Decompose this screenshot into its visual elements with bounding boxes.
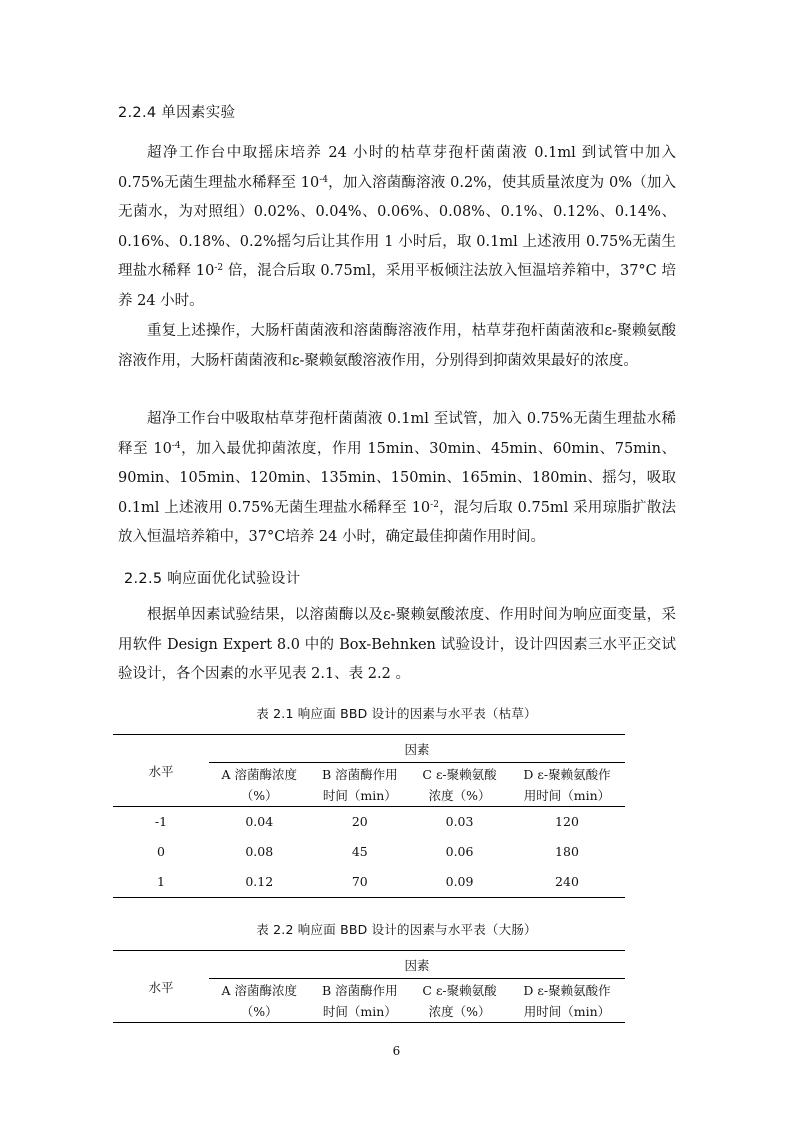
column-header-c — [410, 979, 509, 1023]
exponent: -4 — [319, 174, 329, 185]
column-header-line: （%） — [240, 1003, 278, 1019]
column-header-line: 用时间（min） — [523, 787, 611, 803]
paragraph-text: 超净工作台中吸取枯草芽孢杆菌菌液 0.1ml 至试管，加入 0.75%无菌生理盐水稀释至 10 — [118, 411, 676, 457]
column-header-line: 时间（min） — [322, 787, 397, 803]
paragraph-text: ，加入溶菌酶溶液 0.2%，使其质量浓度为 0%（加入无菌水，为对照组）0.02%、0.04%、0.06%、0.08%、0.1%、0.12%、0.14%、0.16%、0.18%、0.2%摇匀后让其作用 1 小时后，取 0.1ml 上述液用 0.75%无菌生理盐水稀释 10 — [118, 174, 676, 279]
value-cell: 180 — [555, 844, 579, 859]
paragraph-repeat-operations: 重复上述操作，大肠杆菌菌液和溶菌酶溶液作用，枯草芽孢杆菌菌液和ε-聚赖氨酸溶液作用，大肠杆菌菌液和ε-聚赖氨酸溶液作用，分别得到抑菌效果最好的浓度。 — [118, 323, 676, 369]
column-header-line: B 溶菌酶作用 — [321, 766, 398, 782]
exponent: -4 — [171, 440, 181, 451]
table-caption-2-2: 表 2.2 响应面 BBD 设计的因素与水平表（大肠） — [256, 922, 537, 937]
column-header-a — [209, 979, 309, 1023]
column-header-line: C ε-聚赖氨酸 — [422, 982, 497, 998]
table-header-level: 水平 — [113, 735, 209, 807]
column-header-line: D ε-聚赖氨酸作 — [523, 982, 611, 998]
factor-level-table-bacillus — [113, 734, 625, 898]
value-cell: 0.08 — [245, 844, 274, 859]
column-header-a — [209, 763, 309, 807]
column-header-line: B 溶菌酶作用 — [321, 982, 398, 998]
paragraph-single-factor-bacillus — [118, 139, 676, 316]
column-header-line: 浓度（%） — [428, 1003, 491, 1019]
column-header-line: A 溶菌酶浓度 — [221, 982, 297, 998]
column-header-line: C ε-聚赖氨酸 — [422, 766, 497, 782]
table-header-factors: 因素 — [209, 735, 625, 763]
table-header-level: 水平 — [113, 951, 209, 1023]
column-header-line: A 溶菌酶浓度 — [221, 766, 297, 782]
table-row — [113, 867, 625, 898]
column-header-d — [509, 979, 625, 1023]
value-cell: 0.12 — [209, 867, 309, 898]
value-cell: 0.04 — [245, 814, 274, 830]
value-cell: 0.03 — [445, 814, 474, 830]
paragraph-response-surface: 根据单因素试验结果，以溶菌酶以及ε-聚赖氨酸浓度、作用时间为响应面变量，采用软件 Design Expert 8.0 中的 Box-Behnken 试验设计，设计四因素三水平正交试验设计，各个因素的水平见表 2.1、表 2.2 。 — [118, 607, 676, 682]
paragraph-text: 倍，混合后取 0.75ml，采用平板倾注法放入恒温培养箱中，37°C 培养 24 小时。 — [118, 263, 676, 309]
value-cell: 0.06 — [445, 844, 474, 859]
value-cell: 0.09 — [410, 867, 509, 898]
paragraph-text: ，混匀后取 0.75ml 采用琼脂扩散法放入恒温培养箱中，37°C培养 24 小时，确定最佳抑菌作用时间。 — [118, 499, 677, 545]
value-cell: 20 — [351, 814, 368, 830]
paragraph-text: 超净工作台中取摇床培养 24 小时的枯草芽孢杆菌菌液 0.1ml 到试管中加入 0.75%无菌生理盐水稀释至 10 — [118, 145, 676, 191]
column-header-line: 浓度（%） — [428, 787, 491, 803]
level-cell: 0 — [157, 844, 165, 859]
table-row — [113, 837, 625, 867]
level-cell: -1 — [154, 814, 168, 830]
table-row — [113, 807, 625, 837]
column-header-c — [410, 763, 509, 807]
column-header-b — [309, 763, 410, 807]
value-cell: 45 — [351, 844, 368, 859]
exponent: -2 — [430, 499, 439, 510]
value-cell: 240 — [509, 867, 625, 898]
section-heading-2-2-4: 2.2.4 单因素实验 — [118, 105, 236, 121]
page-number: 6 — [392, 1044, 401, 1058]
paragraph-text: ，加入最优抑菌浓度，作用 15min、30min、45min、60min、75min、90min、105min、120min、135min、150min、165min、180min、摇匀，吸取 0.1ml 上述液用 0.75%无菌生理盐水稀释至 10 — [118, 440, 676, 516]
column-header-line: 时间（min） — [322, 1003, 397, 1019]
column-header-line: D ε-聚赖氨酸作 — [523, 766, 611, 782]
exponent: -2 — [214, 263, 224, 273]
level-cell: 1 — [113, 867, 209, 898]
paragraph-action-time — [118, 405, 676, 553]
table-header-factors: 因素 — [209, 951, 625, 979]
column-header-b — [309, 979, 410, 1023]
value-cell: 120 — [555, 814, 579, 830]
section-heading-2-2-5: 2.2.5 响应面优化试验设计 — [124, 571, 301, 587]
column-header-line: （%） — [240, 787, 278, 803]
factor-level-table-ecoli — [113, 950, 625, 1023]
column-header-line: 用时间（min） — [523, 1003, 611, 1019]
value-cell: 70 — [309, 867, 410, 898]
table-caption-2-1: 表 2.1 响应面 BBD 设计的因素与水平表（枯草） — [256, 706, 537, 721]
column-header-d — [509, 763, 625, 807]
